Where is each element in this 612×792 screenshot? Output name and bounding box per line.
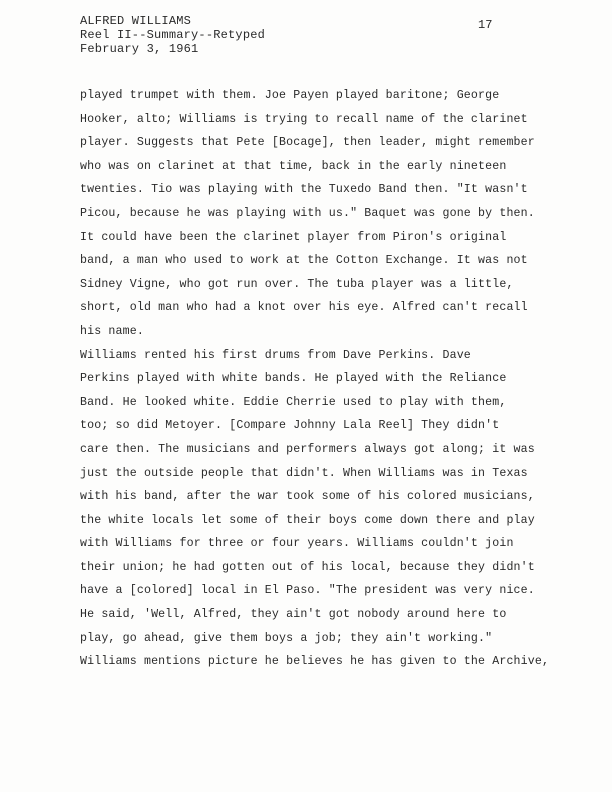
text-line: Band. He looked white. Eddie Cherrie used to play with them, <box>80 395 507 409</box>
text-line: Hooker, alto; Williams is trying to recall name of the clarinet <box>80 112 528 126</box>
page-number: 17 <box>478 18 493 32</box>
text-line: Williams rented his first drums from Dave Perkins. Dave <box>80 348 471 362</box>
text-line: It could have been the clarinet player from Piron's original <box>80 230 507 244</box>
header-date: February 3, 1961 <box>80 42 199 56</box>
text-line: their union; he had gotten out of his local, because they didn't <box>80 560 535 574</box>
text-line: play, go ahead, give them boys a job; they ain't working." <box>80 631 493 645</box>
text-line: twenties. Tio was playing with the Tuxedo Band then. "It wasn't <box>80 183 528 197</box>
text-line: Picou, because he was playing with us." Baquet was gone by then. <box>80 206 535 220</box>
header-reel: Reel II--Summary--Retyped <box>80 28 266 42</box>
header-name: ALFRED WILLIAMS <box>80 14 192 28</box>
text-line: band, a man who used to work at the Cotton Exchange. It was not <box>80 254 528 268</box>
transcript-body <box>80 84 600 674</box>
text-line: who was on clarinet at that time, back in the early nineteen <box>80 159 507 173</box>
text-line: with Williams for three or four years. Williams couldn't join <box>80 537 514 551</box>
text-line: just the outside people that didn't. When Williams was in Texas <box>80 466 528 480</box>
text-line: too; so did Metoyer. [Compare Johnny Lala Reel] They didn't <box>80 419 500 433</box>
text-line: short, old man who had a knot over his eye. Alfred can't recall <box>80 301 528 315</box>
text-line: Williams mentions picture he believes he has given to the Archive, <box>80 655 550 669</box>
text-line: have a [colored] local in El Paso. "The president was very nice. <box>80 584 535 598</box>
text-line: his name. <box>80 324 144 338</box>
text-line: the white locals let some of their boys come down there and play <box>80 513 535 527</box>
text-line: care then. The musicians and performers always got along; it was <box>80 442 535 456</box>
text-line: with his band, after the war took some of his colored musicians, <box>80 490 535 504</box>
text-line: Sidney Vigne, who got run over. The tuba player was a little, <box>80 277 514 291</box>
text-line: Perkins played with white bands. He played with the Reliance <box>80 372 507 386</box>
text-line: player. Suggests that Pete [Bocage], then leader, might remember <box>80 136 535 150</box>
text-line: played trumpet with them. Joe Payen played baritone; George <box>80 89 500 102</box>
document-header <box>80 14 265 56</box>
text-line: He said, 'Well, Alfred, they ain't got nobody around here to <box>80 608 507 622</box>
